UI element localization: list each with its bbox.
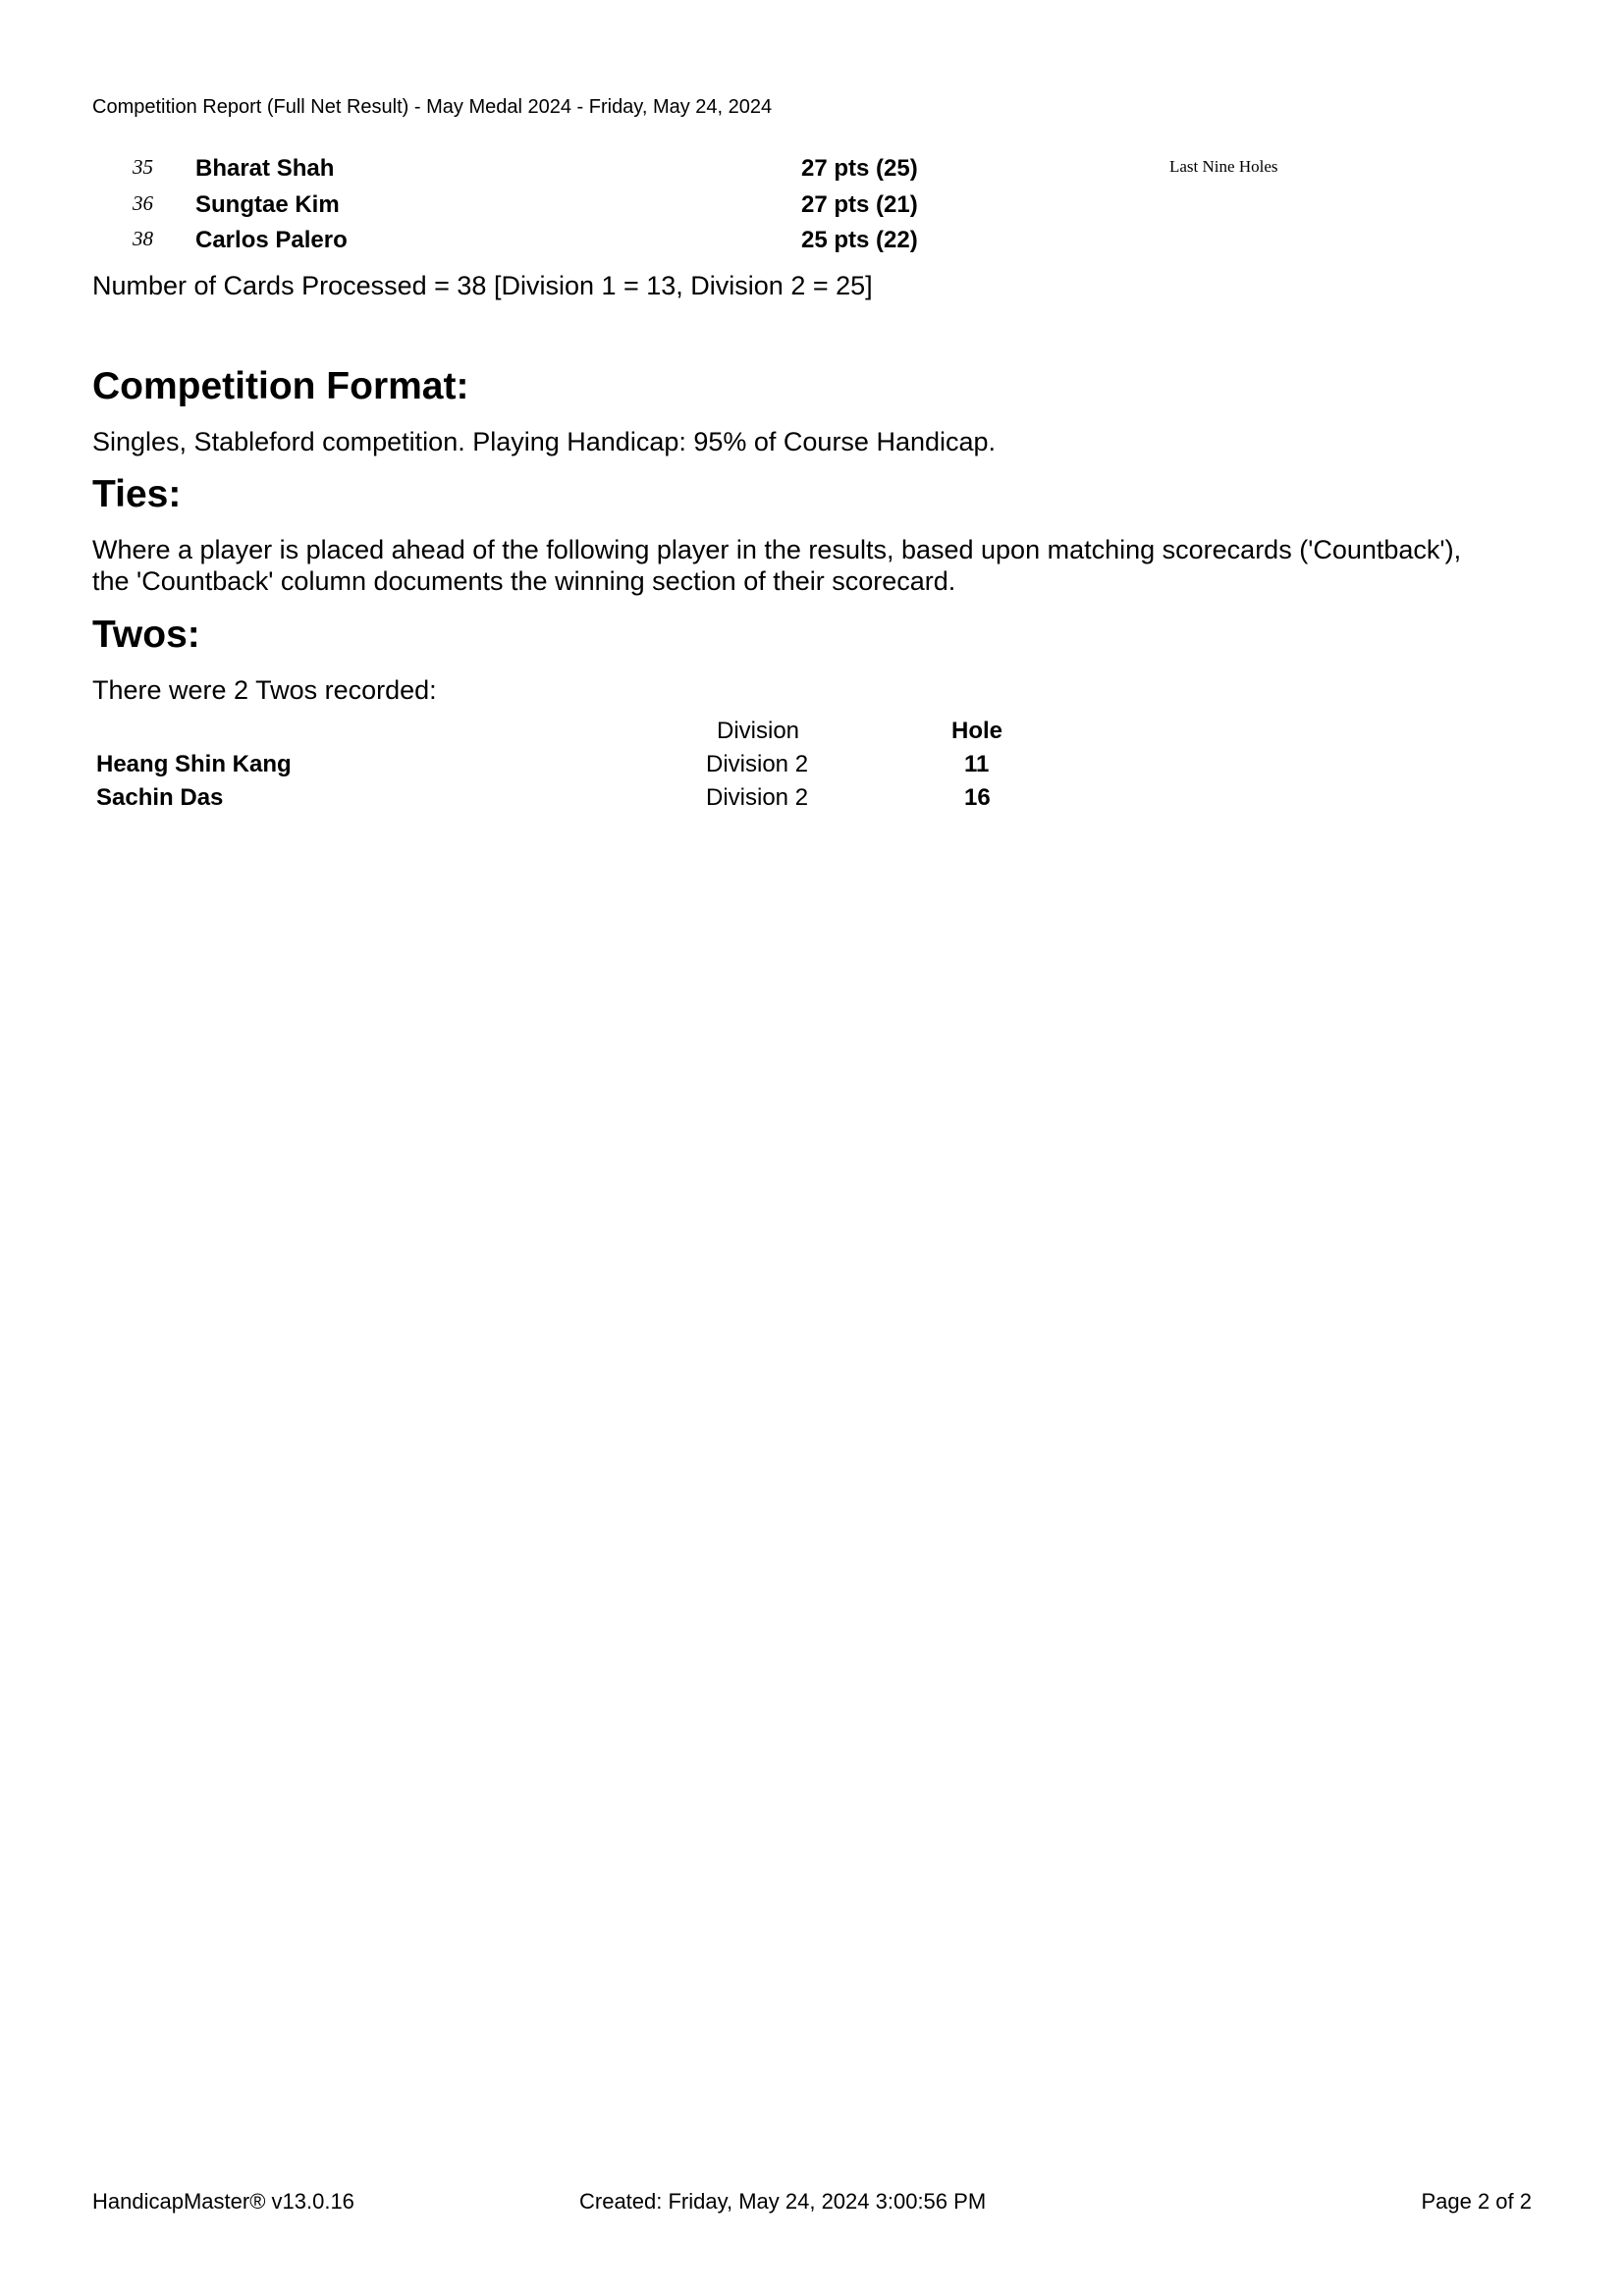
result-rank: 35 bbox=[133, 155, 153, 179]
result-player-name: Sungtae Kim bbox=[195, 191, 340, 218]
result-player-name: Bharat Shah bbox=[195, 155, 335, 182]
twos-hole: 11 bbox=[964, 751, 990, 777]
footer-software: HandicapMaster® v13.0.16 bbox=[92, 2189, 354, 2214]
format-text: Singles, Stableford competition. Playing Handicap: 95% of Course Handicap. bbox=[92, 427, 997, 456]
twos-hole: 16 bbox=[964, 784, 991, 811]
result-rank: 36 bbox=[133, 191, 153, 215]
twos-intro: There were 2 Twos recorded: bbox=[92, 675, 437, 705]
twos-division: Division 2 bbox=[706, 751, 809, 777]
ties-text-line-2: the 'Countback' column documents the winning section of their scorecard. bbox=[92, 566, 956, 596]
result-points: 27 pts (25) bbox=[801, 155, 918, 182]
twos-division: Division 2 bbox=[706, 784, 809, 811]
ties-text-line-1: Where a player is placed ahead of the following player in the results, based upon matching scorecards ('Countback'), bbox=[92, 535, 1462, 564]
format-heading: Competition Format: bbox=[92, 365, 469, 407]
result-points: 25 pts (22) bbox=[801, 227, 918, 253]
footer-created: Created: Friday, May 24, 2024 3:00:56 PM bbox=[579, 2189, 987, 2214]
result-player-name: Carlos Palero bbox=[195, 227, 348, 253]
result-countback: Last Nine Holes bbox=[1169, 157, 1278, 176]
footer-page-number: Page 2 of 2 bbox=[1421, 2189, 1532, 2214]
twos-player-name: Sachin Das bbox=[96, 784, 224, 811]
result-points: 27 pts (21) bbox=[801, 191, 918, 218]
twos-player-name: Heang Shin Kang bbox=[96, 751, 292, 777]
report-header: Competition Report (Full Net Result) - May Medal 2024 - Friday, May 24, 2024 bbox=[92, 96, 773, 118]
ties-heading: Ties: bbox=[92, 473, 182, 515]
cards-processed: Number of Cards Processed = 38 [Division 1 = 13, Division 2 = 25] bbox=[92, 271, 873, 300]
result-rank: 38 bbox=[133, 227, 153, 250]
twos-column-division: Division bbox=[717, 718, 800, 744]
twos-heading: Twos: bbox=[92, 614, 200, 656]
twos-column-hole: Hole bbox=[951, 718, 1003, 744]
